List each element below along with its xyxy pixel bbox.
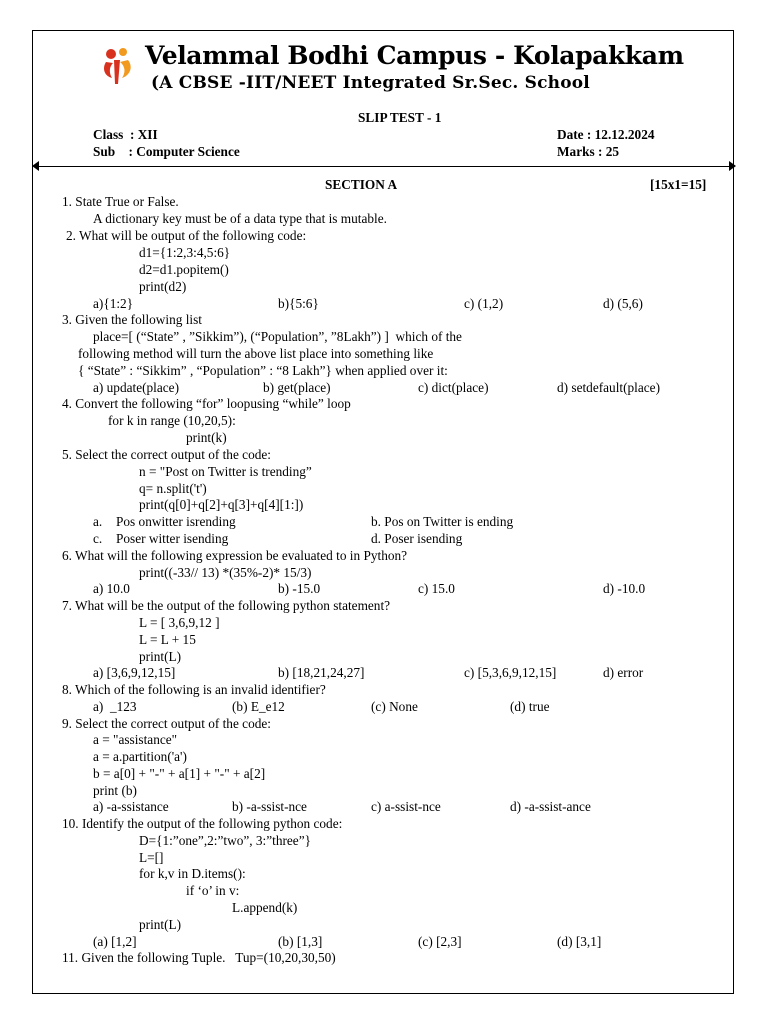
code-line: print(k): [186, 430, 227, 445]
subject-label: Sub : Computer Science: [93, 144, 240, 159]
class-label: Class : XII: [93, 127, 158, 142]
option-d: d) -a-ssist-ance: [510, 799, 591, 814]
option-d: d) error: [603, 665, 644, 680]
school-logo-icon: [100, 46, 134, 86]
option-c: c) [5,3,6,9,12,15]: [464, 665, 557, 680]
question-text: { “State” : “Sikkim” , “Population” : “8 Lakh”} when applied over it:: [78, 363, 448, 378]
code-line: d2=d1.popitem(): [139, 262, 229, 277]
option-a: (a) [1,2]: [93, 934, 137, 949]
option-c: Poser witter isending: [116, 531, 229, 546]
code-line: L = [ 3,6,9,12 ]: [139, 615, 220, 630]
code-line: D={1:”one”,2:”two”, 3:”three”}: [139, 833, 311, 848]
code-line: n = "Post on Twitter is trending”: [139, 464, 312, 479]
option-a: a) -a-ssistance: [93, 799, 169, 814]
option-b: b){5:6}: [278, 296, 319, 311]
divider-right-arrow-icon: [729, 161, 736, 171]
code-line: print(L): [139, 649, 182, 664]
option-c: (c) None: [371, 699, 418, 714]
option-b: b) -a-ssist-nce: [232, 799, 307, 814]
test-title: SLIP TEST - 1: [358, 110, 442, 125]
code-line: b = a[0] + "-" + a[1] + "-" + a[2]: [93, 766, 266, 781]
question-text: place=[ (“State” , ”Sikkim”), (“Population”, ”8Lakh”) ] which of the: [93, 329, 462, 344]
question-text: 4. Convert the following “for” loopusing “while” loop: [62, 396, 351, 411]
code-line: print (b): [93, 783, 137, 798]
option-a: a) update(place): [93, 380, 180, 395]
code-line: L = L + 15: [139, 632, 196, 647]
option-c: c) dict(place): [418, 380, 489, 395]
question-text: 6. What will the following expression be evaluated to in Python?: [62, 548, 408, 563]
code-line: a = "assistance": [93, 732, 178, 747]
section-title: SECTION A: [325, 177, 398, 192]
question-text: 8. Which of the following is an invalid identifier?: [62, 682, 326, 697]
option-a: a) _123: [93, 699, 137, 714]
code-line: print((-33// 13) *(35%-2)* 15/3): [139, 565, 312, 580]
option-b: b. Pos on Twitter is ending: [371, 514, 514, 529]
option-c: c) 15.0: [418, 581, 455, 596]
option-a: Pos onwitter isrending: [116, 514, 236, 529]
date-label: Date : 12.12.2024: [557, 127, 655, 142]
option-d: (d) true: [510, 699, 550, 714]
option-b: (b) [1,3]: [278, 934, 323, 949]
option-b: b) get(place): [263, 380, 331, 395]
option-d: (d) [3,1]: [557, 934, 602, 949]
question-text: 2. What will be output of the following code:: [66, 228, 307, 243]
option-d: d) setdefault(place): [557, 380, 660, 395]
marks-label: Marks : 25: [557, 144, 620, 159]
question-text: following method will turn the above list place into something like: [78, 346, 434, 361]
option-a: a) [3,6,9,12,15]: [93, 665, 176, 680]
code-line: if ‘o’ in v:: [186, 883, 240, 898]
code-line: q= n.split('t'): [139, 481, 207, 496]
option-c: c) (1,2): [464, 296, 504, 311]
page-border: [32, 30, 734, 994]
question-text: 5. Select the correct output of the code:: [62, 447, 271, 462]
question-text: 7. What will be the output of the following python statement?: [62, 598, 391, 613]
question-text: 1. State True or False.: [62, 194, 179, 209]
question-text: 10. Identify the output of the following python code:: [62, 816, 343, 831]
option-a: a) 10.0: [93, 581, 130, 596]
code-line: print(d2): [139, 279, 187, 294]
option-marker: a.: [93, 514, 103, 529]
header-divider: [38, 166, 730, 167]
question-text: 9. Select the correct output of the code:: [62, 716, 271, 731]
option-b: b) [18,21,24,27]: [278, 665, 365, 680]
code-line: print(L): [139, 917, 182, 932]
option-c: c) a-ssist-nce: [371, 799, 441, 814]
section-marks: [15x1=15]: [650, 177, 707, 192]
code-line: for k in range (10,20,5):: [108, 413, 236, 428]
school-subtitle: (A CBSE -IIT/NEET Integrated Sr.Sec. School: [151, 73, 590, 93]
code-line: a = a.partition('a'): [93, 749, 187, 764]
code-line: d1={1:2,3:4,5:6}: [139, 245, 231, 260]
option-c: (c) [2,3]: [418, 934, 462, 949]
question-text: A dictionary key must be of a data type that is mutable.: [93, 211, 387, 226]
school-name: Velammal Bodhi Campus - Kolapakkam: [145, 41, 684, 70]
code-line: for k,v in D.items():: [139, 866, 246, 881]
question-text: 11. Given the following Tuple. Tup=(10,20,30,50): [62, 950, 336, 965]
option-b: b) -15.0: [278, 581, 321, 596]
option-a: a){1:2}: [93, 296, 134, 311]
option-d: d) (5,6): [603, 296, 643, 311]
code-line: print(q[0]+q[2]+q[3]+q[4][1:]): [139, 497, 304, 512]
option-d: d) -10.0: [603, 581, 646, 596]
code-line: L.append(k): [232, 900, 298, 915]
option-d: d. Poser isending: [371, 531, 463, 546]
question-text: 3. Given the following list: [62, 312, 202, 327]
option-b: (b) E_e12: [232, 699, 285, 714]
code-line: L=[]: [139, 850, 164, 865]
divider-left-arrow-icon: [32, 161, 39, 171]
option-marker: c.: [93, 531, 103, 546]
